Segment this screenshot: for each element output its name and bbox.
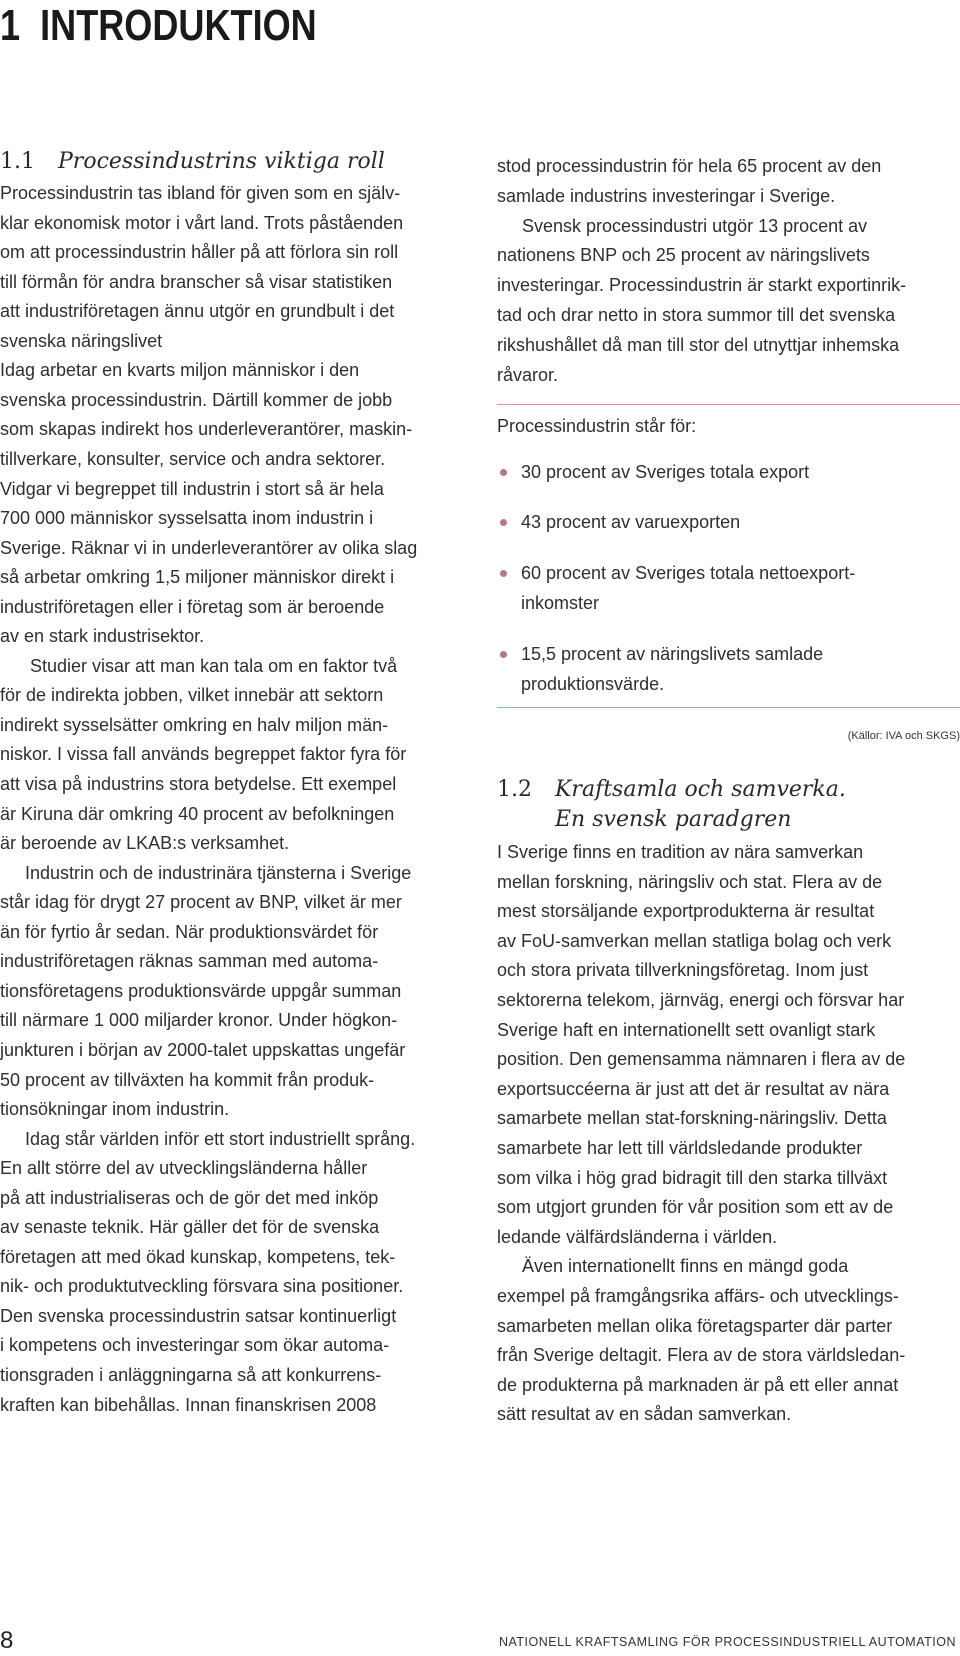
text-line: svenska processindustrin. Därtill kommer de jobb bbox=[0, 389, 393, 410]
text-line: Den svenska processindustrin satsar kontinuerligt bbox=[0, 1305, 397, 1326]
bullet-item-text: 43 procent av varuexporten bbox=[521, 512, 741, 532]
factbox-source: (Källor: IVA och SKGS) bbox=[847, 730, 960, 742]
text-line: stod processindustrin för hela 65 procent av den bbox=[497, 156, 882, 176]
text-line: de produkterna på marknaden är på ett eller annat bbox=[497, 1374, 899, 1395]
text-line: som utgjort grunden för vår position som ett av de bbox=[497, 1197, 894, 1218]
text-line: Studier visar att man kan tala om en faktor två bbox=[30, 655, 398, 676]
text-line: än för fyrtio år sedan. När produktionsvärdet för bbox=[0, 921, 379, 942]
text-line: nik- och produktutveckling försvara sina positioner. bbox=[0, 1276, 404, 1297]
text-line: industriföretagen eller i företag som är beroende bbox=[0, 596, 385, 617]
text-line: av senaste teknik. Här gäller det för de svenska bbox=[0, 1217, 380, 1238]
bullet-item-text: 60 procent av Sveriges totala nettoexport- bbox=[521, 563, 856, 583]
text-line: samlade industrins investeringar i Sverige. bbox=[497, 185, 836, 206]
text-line: mellan forskning, näringsliv och stat. Flera av de bbox=[497, 871, 883, 892]
bullet-icon bbox=[500, 570, 507, 577]
text-line: samarbete mellan stat-forskning-näringsliv. Detta bbox=[497, 1108, 887, 1129]
text-line: position. Den gemensamma nämnaren i flera av de bbox=[497, 1049, 906, 1070]
text-line: Idag arbetar en kvarts miljon människor i den bbox=[0, 360, 360, 381]
text-line: tionsgraden i anläggningarna så att konkurrens- bbox=[0, 1365, 382, 1385]
section-1-2-number: 1.2 bbox=[497, 777, 532, 802]
text-line: 700 000 människor sysselsatta inom industrin i bbox=[0, 508, 374, 529]
text-line: industriföretagen räknas samman med automa- bbox=[0, 951, 379, 972]
section-1-2-title-line2: En svensk paradgren bbox=[555, 807, 792, 832]
text-line: mest storsäljande exportprodukterna är resultat bbox=[497, 901, 875, 922]
text-line: av en stark industrisektor. bbox=[0, 626, 205, 647]
text-line: Även internationellt finns en mängd goda bbox=[522, 1256, 849, 1277]
text-line: ledande välfärdsländerna i världen. bbox=[497, 1226, 778, 1247]
factbox-top-rule bbox=[497, 404, 960, 405]
text-line: Svensk processindustri utgör 13 procent av bbox=[522, 215, 868, 236]
text-line: tionsföretagens produktionsvärde uppgår summan bbox=[0, 980, 402, 1001]
text-line: och stora privata tillverkningsföretag. Inom just bbox=[497, 960, 869, 981]
text-line: samarbete har lett till världsledande produkter bbox=[497, 1138, 863, 1158]
section-1-2-title-line1: Kraftsamla och samverka. bbox=[555, 777, 846, 802]
text-line: är beroende av LKAB:s verksamhet. bbox=[0, 833, 290, 854]
text-line: exempel på framgångsrika affärs- och utvecklings- bbox=[497, 1286, 899, 1306]
section-1-1-heading bbox=[0, 146, 385, 178]
text-line: I Sverige finns en tradition av nära samverkan bbox=[497, 842, 864, 862]
text-line: som vilka i hög grad bidragit till den starka tillväxt bbox=[497, 1167, 888, 1188]
text-line: Sverige haft en internationellt sett ovanligt stark bbox=[497, 1019, 876, 1040]
section-1-1-number: 1.1 bbox=[0, 149, 35, 174]
text-line: att visa på industrins stora betydelse. Ett exempel bbox=[0, 774, 397, 794]
text-line: till förmån för andra branscher så visar statistiken bbox=[0, 271, 393, 292]
bullet-icon bbox=[500, 469, 507, 476]
text-line: svenska näringslivet bbox=[0, 330, 163, 351]
section-1-1-title: Processindustrins viktiga roll bbox=[58, 149, 385, 174]
bullet-item-text: 30 procent av Sveriges totala export bbox=[521, 462, 810, 482]
text-line: junkturen i början av 2000-talet uppskattas ungefär bbox=[0, 1039, 406, 1060]
text-line: företagen att med ökad kunskap, kompetens, tek- bbox=[0, 1246, 396, 1267]
text-line: av FoU-samverkan mellan statliga bolag och verk bbox=[497, 930, 892, 951]
text-line: nationens BNP och 25 procent av näringslivets bbox=[497, 245, 870, 266]
text-line: exportsuccéerna är just att det är resultat av nära bbox=[497, 1078, 890, 1099]
bullet-item-text: produktionsvärde. bbox=[521, 674, 665, 694]
section-1-2-heading-line1 bbox=[497, 774, 846, 806]
text-line: så arbetar omkring 1,5 miljoner människor direkt i bbox=[0, 567, 395, 588]
text-line: i kompetens och investeringar som ökar automa- bbox=[0, 1335, 390, 1356]
text-line: indirekt sysselsätter omkring en halv miljon män- bbox=[0, 714, 389, 735]
text-line: från Sverige deltagit. Flera av de stora världsledan- bbox=[497, 1345, 906, 1366]
text-line: klar ekonomisk motor i vårt land. Trots påståenden bbox=[0, 212, 404, 233]
text-line: för de indirekta jobben, vilket innebär att sektorn bbox=[0, 685, 384, 706]
chapter-title-text: INTRODUKTION bbox=[40, 1, 317, 50]
running-title: NATIONELL KRAFTSAMLING FÖR PROCESSINDUSTRIELL AUTOMATION bbox=[498, 1635, 956, 1649]
text-line: råvaror. bbox=[497, 364, 559, 385]
text-line: Vidgar vi begreppet till industrin i stort så är hela bbox=[0, 478, 384, 499]
text-line: är Kiruna där omkring 40 procent av befolkningen bbox=[0, 803, 395, 824]
text-line: kraften kan bibehållas. Innan finanskrisen 2008 bbox=[0, 1394, 377, 1415]
text-line: rikshushållet då man till stor del utnyttjar inhemska bbox=[497, 334, 900, 355]
text-line: sektorerna telekom, järnväg, energi och försvar har bbox=[497, 990, 905, 1010]
text-line: om att processindustrin håller på att förlora sin roll bbox=[0, 242, 399, 263]
bullet-icon bbox=[500, 651, 507, 658]
text-line: tionsökningar inom industrin. bbox=[0, 1099, 230, 1120]
text-line: står idag för drygt 27 procent av BNP, vilket är mer bbox=[0, 892, 402, 913]
factbox-intro: Processindustrin står för: bbox=[497, 416, 697, 436]
text-line: En allt större del av utvecklingsländerna håller bbox=[0, 1158, 368, 1179]
text-line: Industrin och de industrinära tjänsterna i Sverige bbox=[25, 862, 412, 883]
text-line: Idag står världen inför ett stort industriellt språng. bbox=[25, 1128, 416, 1149]
text-line: tillverkare, konsulter, service och andra sektorer. bbox=[0, 448, 386, 469]
text-line: samarbeten mellan olika företagsparter där parter bbox=[497, 1315, 893, 1336]
text-line: niskor. I vissa fall används begreppet faktor fyra för bbox=[0, 744, 407, 765]
bullet-item-text: inkomster bbox=[521, 593, 600, 613]
chapter-number: 1 bbox=[0, 1, 21, 50]
bullet-item-text: 15,5 procent av näringslivets samlade bbox=[521, 644, 824, 664]
text-line: sätt resultat av en sådan samverkan. bbox=[497, 1404, 792, 1425]
chapter-title bbox=[0, 0, 317, 52]
page-number: 8 bbox=[0, 1627, 14, 1654]
text-line: 50 procent av tillväxten ha kommit från produk- bbox=[0, 1069, 375, 1090]
text-line: till närmare 1 000 miljarder kronor. Under högkon- bbox=[0, 1010, 398, 1031]
section-1-2-heading-line2 bbox=[497, 804, 791, 836]
text-line: Processindustrin tas ibland för given som en själv- bbox=[0, 183, 401, 203]
text-line: som skapas indirekt hos underleverantörer, maskin- bbox=[0, 419, 413, 440]
text-line: på att industrialiseras och de gör det med inköp bbox=[0, 1187, 379, 1208]
bullet-icon bbox=[500, 519, 507, 526]
text-line: investeringar. Processindustrin är starkt exportinrik- bbox=[497, 275, 907, 296]
text-line: att industriföretagen ännu utgör en grundbult i det bbox=[0, 301, 395, 322]
text-line: Sverige. Räknar vi in underleverantörer av olika slag bbox=[0, 537, 418, 558]
text-line: tad och drar netto in stora summor till det svenska bbox=[497, 305, 896, 325]
factbox-bottom-rule bbox=[497, 707, 960, 708]
